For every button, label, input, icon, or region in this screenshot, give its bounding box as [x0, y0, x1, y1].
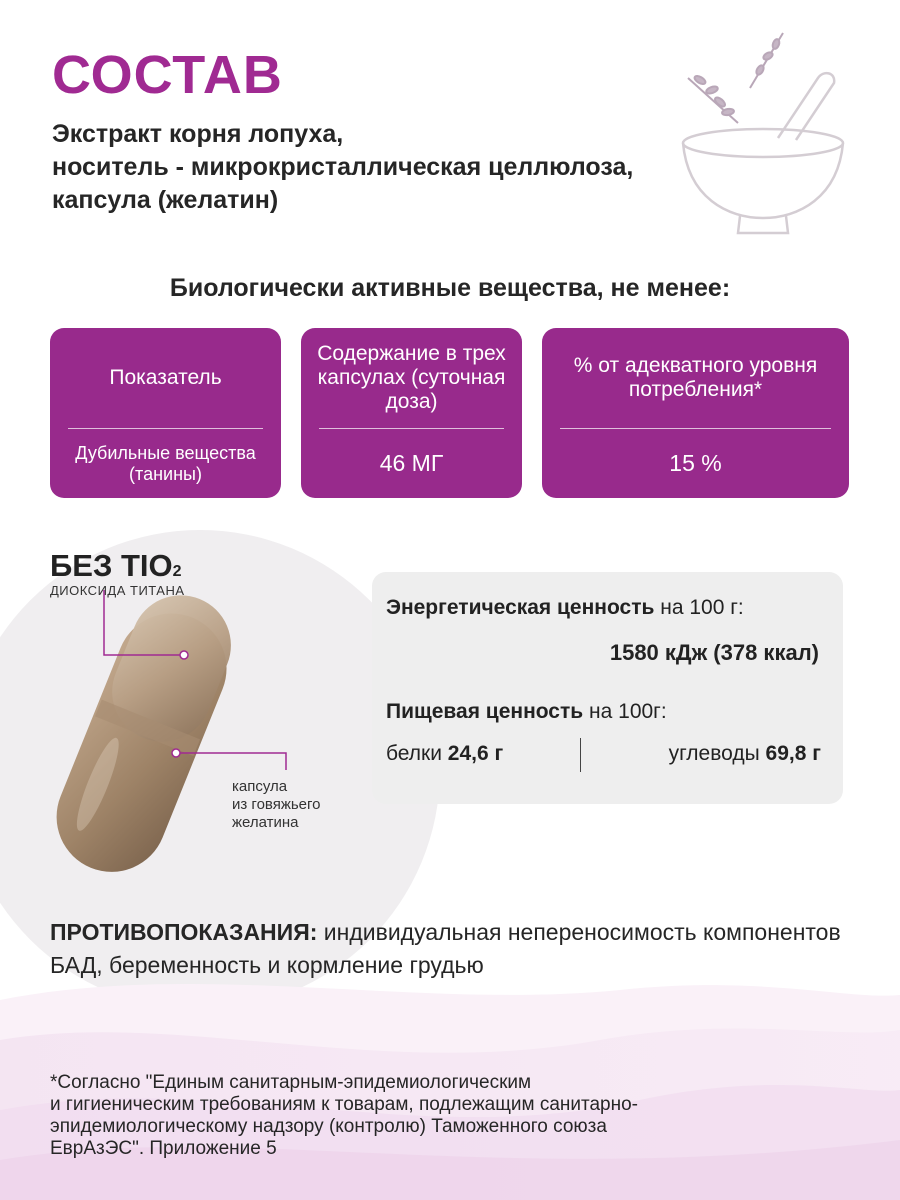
footnote-line: эпидемиологическому надзору (контролю) Таможенного союза — [50, 1116, 607, 1137]
contraindications-text: индивидуальная непереносимость компонентов БАД, беременность и кормление грудью — [50, 919, 841, 978]
contraindications-label: ПРОТИВОПОКАЗАНИЯ: — [50, 919, 318, 945]
no-tio2-label: БЕЗ TIO — [50, 548, 173, 583]
footnote-line: *Согласно "Единым санитарным-эпидемиологическим — [50, 1072, 532, 1093]
card-header: Показатель — [109, 366, 222, 389]
capsule-label-line: капсула — [232, 778, 288, 795]
carbs-amount: 69,8 г — [765, 742, 821, 765]
protein-amount: 24,6 г — [447, 742, 504, 765]
content-card — [301, 328, 522, 498]
herb-sprig-icon — [688, 33, 783, 123]
composition-line: капсула (желатин) — [52, 186, 279, 214]
composition-text — [52, 118, 812, 217]
contraindications — [50, 916, 850, 982]
card-value: 46 МГ — [379, 450, 444, 476]
protein-label: белки — [386, 742, 442, 765]
nutrition-divider — [580, 738, 581, 772]
tio2-subscript: 2 — [172, 563, 182, 580]
carbs-label: углеводы — [668, 742, 760, 765]
energy-per: на 100 г: — [660, 596, 744, 619]
footnote — [50, 1072, 850, 1160]
food-value-label — [386, 700, 667, 724]
percent-card — [542, 328, 849, 498]
energy-label-bold: Энергетическая ценность — [386, 596, 655, 619]
no-tio2-title — [50, 548, 182, 584]
card-header: Содержание в трех капсулах (суточная доза) — [317, 342, 506, 413]
food-value-per: на 100г: — [589, 700, 667, 723]
composition-line: Экстракт корня лопуха, — [52, 120, 344, 148]
page-title: СОСТАВ — [52, 45, 283, 105]
capsule-label — [232, 778, 321, 832]
carbs-value — [669, 742, 821, 766]
footnote-line: ЕврАзЭС". Приложение 5 — [50, 1138, 277, 1159]
card-value: 15 % — [669, 450, 722, 476]
energy-value: 1580 кДж (378 ккал) — [609, 640, 819, 665]
card-value: Дубильные вещества (танины) — [75, 442, 256, 484]
no-tio2-subtitle: ДИОКСИДА ТИТАНА — [50, 583, 185, 598]
capsule-image — [0, 580, 360, 920]
capsule-label-line: желатина — [232, 814, 299, 831]
card-header: % от адекватного уровня потребления* — [573, 354, 818, 401]
footnote-line: и гигиеническим требованиям к товарам, подлежащим санитарно- — [50, 1094, 638, 1115]
nutrition-panel — [372, 572, 843, 804]
indicator-card — [50, 328, 281, 498]
capsule-label-line: из говяжьего — [232, 796, 321, 813]
energy-label — [386, 596, 744, 620]
protein-value — [386, 742, 503, 766]
food-value-bold: Пищевая ценность — [386, 700, 584, 723]
bio-active-heading: Биологически активные вещества, не менее: — [169, 274, 731, 302]
composition-line: носитель - микрокристаллическая целлюлоза, — [52, 153, 634, 181]
